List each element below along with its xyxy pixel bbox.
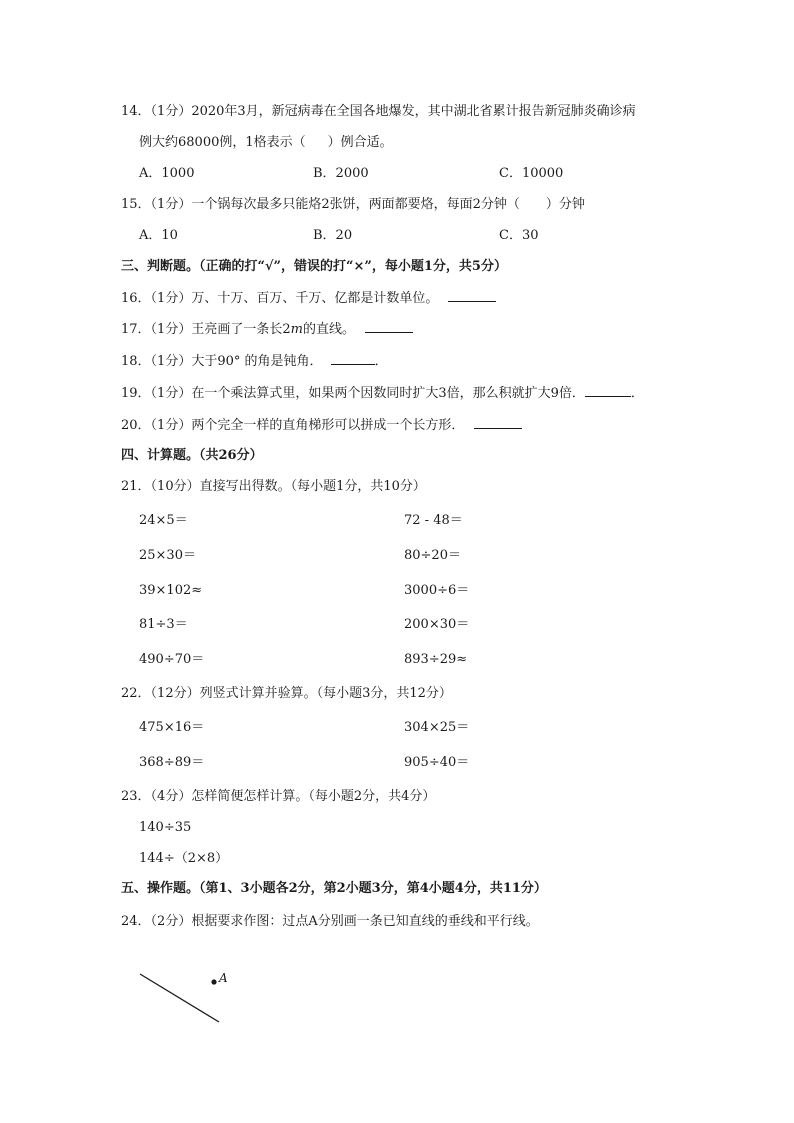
question-score: （10分） (150, 479, 200, 494)
question-19 (121, 384, 644, 403)
calc-item: 80÷20＝ (404, 548, 461, 563)
calc-item: 893÷29≈ (404, 652, 468, 667)
question-number: 15． (121, 197, 151, 212)
calc-item: 3000÷6＝ (404, 583, 470, 598)
question-text: 怎样简便怎样计算。（每小题2分，共4分） (191, 789, 436, 804)
question-17 (121, 320, 413, 339)
point-a-dot (211, 979, 216, 984)
question-text: ）分钟 (545, 197, 585, 212)
question-score: （1分） (150, 354, 192, 369)
question-text: 大于90° 的角是钝角． (191, 354, 323, 369)
question-24 (121, 913, 539, 931)
question-score: （4分） (150, 789, 192, 804)
question-22 (121, 685, 452, 703)
unit-symbol: m (290, 322, 303, 337)
section-4-title: 四、计算题。（共26分） (121, 448, 263, 463)
question-score: （1分） (150, 197, 192, 212)
question-14-line1 (121, 103, 636, 121)
calc-item: 81÷3＝ (139, 617, 188, 632)
question-20 (121, 416, 522, 435)
question-number: 14． (121, 104, 151, 119)
answer-blank[interactable] (474, 416, 522, 429)
question-number: 23． (121, 789, 151, 804)
option-c[interactable]: C．10000 (499, 166, 564, 181)
option-b[interactable]: B．20 (313, 228, 353, 243)
question-score: （1分） (150, 104, 192, 119)
question-number: 24． (121, 914, 151, 929)
given-line (140, 974, 219, 1022)
calc-item: 140÷35 (139, 820, 192, 835)
question-end: ． (374, 354, 388, 369)
question-number: 16． (121, 291, 151, 306)
calc-item: 304×25＝ (404, 720, 470, 735)
question-15 (121, 196, 585, 214)
answer-blank[interactable] (365, 320, 413, 333)
point-a-label: A (219, 971, 228, 985)
question-score: （2分） (150, 914, 192, 929)
calc-item: 368÷89＝ (139, 755, 205, 770)
question-14-line2 (139, 134, 393, 152)
question-score: （12分） (150, 686, 200, 701)
question-text: 例大约68000例，1格表示（ (139, 135, 306, 150)
option-a[interactable]: A．10 (139, 228, 178, 243)
calc-item: 25×30＝ (139, 548, 196, 563)
question-text: 2020年3月，新冠病毒在全国各地爆发，其中湖北省累计报告新冠肺炎确诊病 (191, 104, 636, 119)
answer-blank[interactable] (585, 384, 631, 397)
question-number: 20． (121, 418, 151, 433)
question-text: 一个锅每次最多只能烙2张饼，两面都要烙，每面2分钟（ (191, 197, 520, 212)
question-number: 17． (121, 322, 151, 337)
question-text: 王亮画了一条长2 (191, 322, 291, 337)
calc-item: 905÷40＝ (404, 755, 470, 770)
option-a[interactable]: A．1000 (139, 166, 195, 181)
question-text: 两个完全一样的直角梯形可以拼成一个长方形． (191, 418, 465, 433)
question-18 (121, 352, 388, 371)
question-text: 根据要求作图：过点A分别画一条已知直线的垂线和平行线。 (191, 914, 539, 929)
question-text: 列竖式计算并验算。（每小题3分，共12分） (199, 686, 452, 701)
question-score: （1分） (150, 386, 192, 401)
calc-item: 490÷70＝ (139, 652, 205, 667)
calc-item: 144÷（2×8） (139, 851, 229, 866)
option-c[interactable]: C．30 (499, 228, 539, 243)
question-text: 的直线。 (302, 322, 355, 337)
question-number: 18． (121, 354, 151, 369)
question-score: （1分） (150, 322, 192, 337)
question-end: ． (630, 386, 644, 401)
question-text: ）例合适。 (327, 135, 393, 150)
answer-blank[interactable] (331, 352, 375, 365)
question-score: （1分） (150, 418, 192, 433)
question-score: （1分） (150, 291, 192, 306)
calc-item: 72 - 48＝ (404, 513, 463, 528)
calc-item: 39×102≈ (139, 583, 203, 598)
section-3-title: 三、判断题。（正确的打“√”，错误的打“×”，每小题1分，共5分） (121, 259, 507, 274)
question-number: 21． (121, 479, 151, 494)
option-b[interactable]: B．2000 (313, 166, 369, 181)
question-21 (121, 478, 426, 496)
question-text: 万、十万、百万、千万、亿都是计数单位。 (191, 291, 439, 306)
question-16 (121, 289, 496, 308)
calc-item: 475×16＝ (139, 720, 205, 735)
q24-figure (130, 962, 240, 1032)
answer-blank[interactable] (448, 289, 496, 302)
question-number: 19． (121, 386, 151, 401)
question-number: 22． (121, 686, 151, 701)
calc-item: 24×5＝ (139, 513, 188, 528)
section-5-title: 五、操作题。（第1、3小题各2分，第2小题3分，第4小题4分，共11分） (121, 881, 547, 896)
question-text: 直接写出得数。（每小题1分，共10分） (199, 479, 426, 494)
calc-item: 200×30＝ (404, 617, 470, 632)
question-23 (121, 788, 435, 806)
question-text: 在一个乘法算式里，如果两个因数同时扩大3倍，那么积就扩大9倍． (191, 386, 585, 401)
